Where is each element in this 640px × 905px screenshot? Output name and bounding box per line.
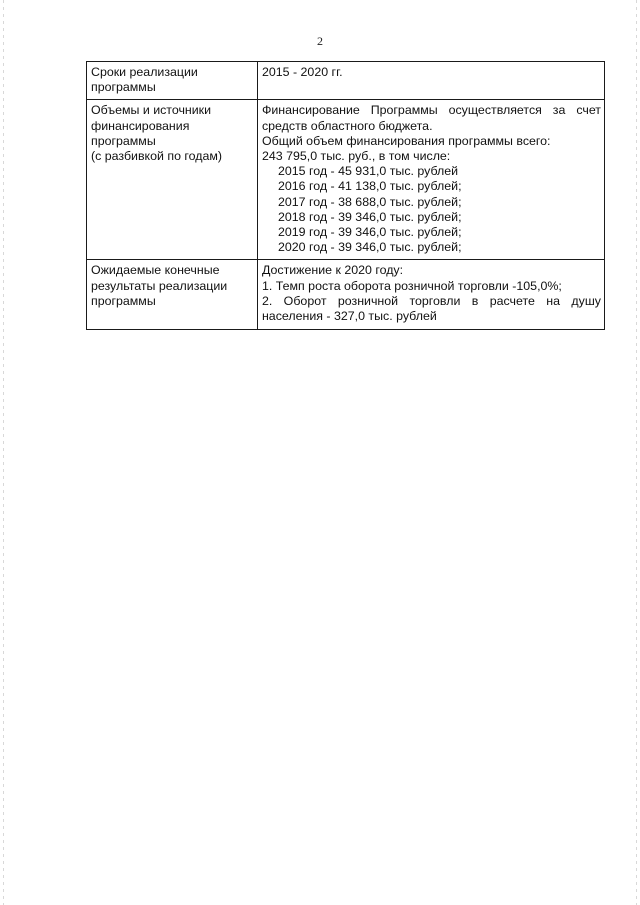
label-line: финансирования	[91, 118, 190, 133]
results-heading: Достижение к 2020 году:	[261, 263, 404, 278]
label-line: программы	[91, 133, 156, 148]
funding-year-2016: 2016 год - 41 138,0 тыс. рублей;	[277, 179, 462, 194]
funding-year-2020: 2020 год - 39 346,0 тыс. рублей;	[277, 240, 462, 255]
funding-intro-text: Финансирование Программы осуществляется за счет средств областного бюджета.	[261, 103, 601, 133]
label-line: программы	[91, 293, 156, 308]
label-line: (с разбивкой по годам)	[91, 149, 223, 164]
funding-year-2017: 2017 год - 38 688,0 тыс. рублей;	[277, 194, 462, 209]
label-line: результаты реализации	[91, 278, 228, 293]
label-cell-funding	[87, 100, 258, 260]
table-row-implementation-period	[87, 62, 605, 100]
label-line: Объемы и источники	[91, 103, 212, 118]
label-line: Сроки реализации	[91, 65, 198, 79]
program-passport-table	[86, 61, 605, 330]
table-row-funding	[87, 100, 605, 260]
funding-year-2019: 2019 год - 39 346,0 тыс. рублей;	[277, 225, 462, 240]
label-line: Ожидаемые конечные	[91, 263, 220, 278]
label-cell-implementation-period	[87, 62, 258, 100]
implementation-period-value: 2015 - 2020 гг.	[261, 65, 343, 79]
funding-total-label: Общий объем финансирования программы всего:	[261, 133, 551, 148]
label-cell-expected-results	[87, 260, 258, 330]
scan-edge-left	[3, 0, 4, 905]
label-line: программы	[91, 80, 156, 95]
value-cell-expected-results	[257, 260, 604, 330]
value-cell-implementation-period	[257, 62, 604, 100]
results-item-2: 2. Оборот розничной торговли в расчете на душу населения - 327,0 тыс. рублей	[261, 293, 601, 324]
funding-year-2018: 2018 год - 39 346,0 тыс. рублей;	[277, 209, 462, 224]
scan-edge-right	[636, 0, 637, 905]
value-cell-funding	[257, 100, 604, 260]
results-item-1: 1. Темп роста оборота розничной торговли -105,0%;	[261, 278, 562, 293]
page-number: 2	[317, 34, 323, 48]
funding-total-value: 243 795,0 тыс. руб., в том числе:	[261, 149, 451, 164]
table-row-expected-results	[87, 260, 605, 330]
funding-year-2015: 2015 год - 45 931,0 тыс. рублей	[277, 164, 459, 179]
